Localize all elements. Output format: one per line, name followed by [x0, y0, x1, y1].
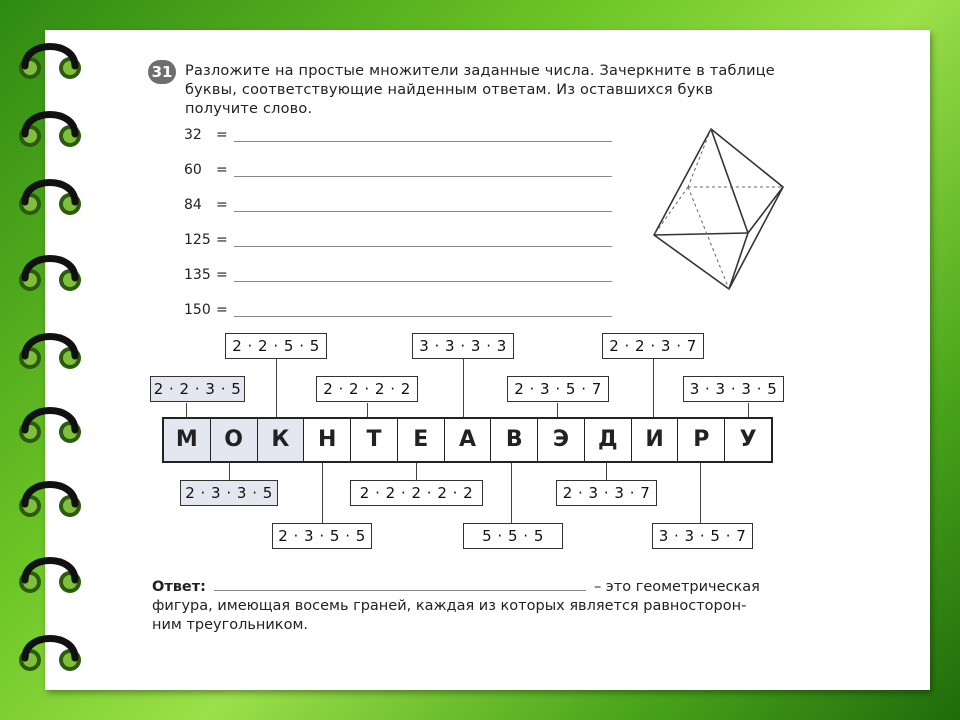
letter-cell[interactable]: О: [211, 419, 258, 461]
equation-row: [184, 197, 228, 217]
connector-line: [748, 403, 749, 417]
letter-cell[interactable]: Р: [678, 419, 725, 461]
answer-blank-line[interactable]: [234, 281, 612, 282]
spiral-ring-icon: [13, 550, 87, 598]
equation-row: [184, 267, 228, 287]
factor-box[interactable]: 2 · 2 · 5 · 5: [225, 333, 327, 359]
factor-box[interactable]: 3 · 3 · 3 · 5: [683, 376, 784, 402]
equals-sign: =: [216, 197, 228, 213]
letter-table: [162, 417, 773, 463]
connector-line: [653, 359, 654, 417]
factor-box[interactable]: 2 · 3 · 5 · 5: [272, 523, 372, 549]
connector-line: [463, 359, 464, 417]
letter-cell[interactable]: Е: [398, 419, 445, 461]
answer-text-line: ним треугольником.: [152, 617, 308, 633]
spiral-ring-icon: [13, 474, 87, 522]
connector-line: [186, 403, 187, 417]
answer-blank-line[interactable]: [214, 578, 586, 591]
connector-line: [557, 403, 558, 417]
letter-cell[interactable]: Д: [585, 419, 632, 461]
equals-sign: =: [216, 302, 228, 318]
equation-row: [184, 127, 228, 147]
equation-row: [184, 302, 228, 322]
equals-sign: =: [216, 162, 228, 178]
factor-box[interactable]: 2 · 2 · 2 · 2 · 2: [350, 480, 483, 506]
spiral-ring-icon: [13, 36, 87, 84]
letter-cell[interactable]: И: [632, 419, 679, 461]
letter-cell[interactable]: У: [739, 427, 757, 452]
connector-line: [367, 403, 368, 417]
equals-sign: =: [216, 127, 228, 143]
equation-row: [184, 162, 228, 182]
answer-block: [152, 578, 787, 635]
connector-line: [511, 463, 512, 523]
letter-cell[interactable]: Э: [538, 419, 585, 461]
answer-text-tail: – это геометрическая: [593, 579, 760, 595]
letter-cell[interactable]: Н: [304, 419, 351, 461]
factor-box[interactable]: 2 · 2 · 3 · 7: [602, 333, 704, 359]
answer-blank-line[interactable]: [234, 211, 612, 212]
factor-box[interactable]: 2 · 2 · 3 · 5: [150, 376, 245, 402]
answer-text-line: фигура, имеющая восемь граней, каждая из которых является равносторон-: [152, 598, 747, 614]
factor-box[interactable]: 2 · 3 · 5 · 7: [507, 376, 609, 402]
spiral-ring-icon: [13, 248, 87, 296]
factor-box[interactable]: 3 · 3 · 5 · 7: [652, 523, 753, 549]
connector-line: [229, 463, 230, 480]
connector-line: [606, 463, 607, 480]
spiral-ring-icon: [13, 104, 87, 152]
task-instructions: Разложите на простые множители заданные числа. Зачеркните в таблице буквы, соответствующие найденным ответам. Из оставшихся букв получите слово.: [185, 63, 775, 117]
connector-line: [322, 463, 323, 523]
answer-blank-line[interactable]: [234, 246, 612, 247]
letter-cell[interactable]: К: [258, 419, 305, 461]
answer-blank-line[interactable]: [234, 176, 612, 177]
equation-number: 135: [184, 267, 211, 283]
equals-sign: =: [216, 232, 228, 248]
factor-box[interactable]: 5 · 5 · 5: [463, 523, 563, 549]
spiral-ring-icon: [13, 172, 87, 220]
spiral-ring-icon: [13, 628, 87, 676]
answer-label: Ответ:: [152, 579, 206, 595]
connector-line: [276, 359, 277, 417]
answer-blank-line[interactable]: [234, 316, 612, 317]
octahedron-figure: [650, 125, 788, 293]
equation-number: 150: [184, 302, 211, 318]
letter-cell[interactable]: Т: [351, 419, 398, 461]
answer-blank-line[interactable]: [234, 141, 612, 142]
letter-cell[interactable]: М: [164, 419, 211, 461]
factor-box[interactable]: 2 · 3 · 3 · 5: [180, 480, 278, 506]
spiral-ring-icon: [13, 400, 87, 448]
letter-cell[interactable]: А: [445, 419, 492, 461]
connector-line: [700, 463, 701, 523]
equation-number: 32: [184, 127, 202, 143]
spiral-ring-icon: [13, 326, 87, 374]
equals-sign: =: [216, 267, 228, 283]
equation-row: [184, 232, 228, 252]
equation-number: 60: [184, 162, 202, 178]
task-number-badge: 31: [148, 60, 176, 84]
connector-line: [416, 463, 417, 480]
factor-box[interactable]: 2 · 2 · 2 · 2: [316, 376, 418, 402]
letter-cell[interactable]: В: [491, 419, 538, 461]
factor-box[interactable]: 2 · 3 · 3 · 7: [556, 480, 657, 506]
equation-number: 84: [184, 197, 202, 213]
equation-number: 125: [184, 232, 211, 248]
factor-box[interactable]: 3 · 3 · 3 · 3: [412, 333, 514, 359]
